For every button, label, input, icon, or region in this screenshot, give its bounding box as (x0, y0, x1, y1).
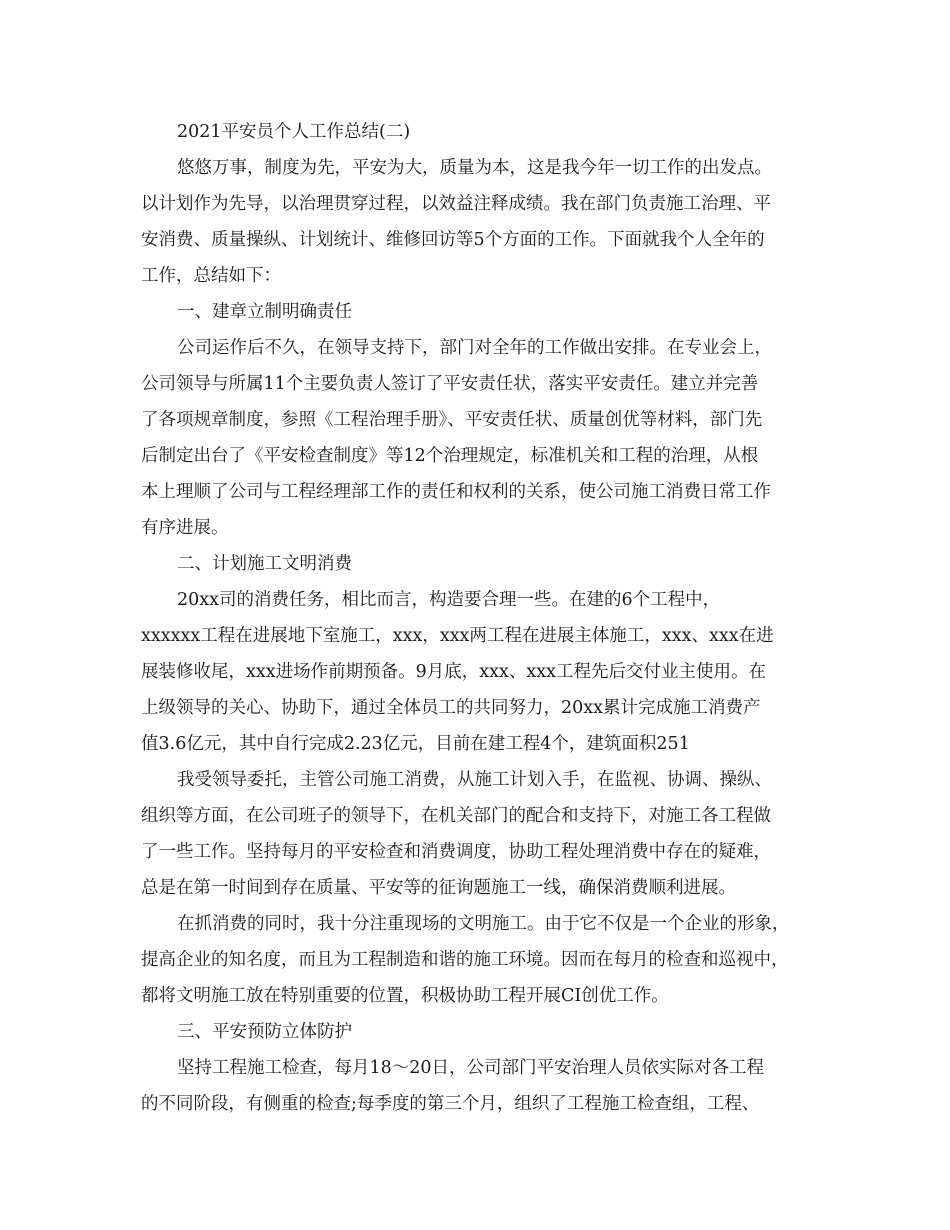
paragraph-line: 组织等方面，在公司班子的领导下，在机关部门的配合和支持下，对施工各工程做 (141, 806, 771, 826)
paragraph-line: 后制定出台了《平安检查制度》等12个治理规定，标准机关和工程的治理，从根 (141, 446, 759, 466)
paragraph-line: 公司运作后不久，在领导支持下，部门对全年的工作做出安排。在专业会上， (177, 338, 772, 358)
paragraph-line: 总是在第一时间到存在质量、平安等的征询题施工一线，确保消费顺利进展。 (141, 878, 736, 898)
paragraph-line: 值3.6亿元，其中自行完成2.23亿元，目前在建工程4个，建筑面积251 (141, 734, 690, 754)
section-heading: 一、建章立制明确责任 (177, 302, 352, 322)
paragraph-line: 都将文明施工放在特别重要的位置，积极协助工程开展CI创优工作。 (141, 986, 669, 1006)
paragraph-line: 在抓消费的同时，我十分注重现场的文明施工。由于它不仅是一个企业的形象， (177, 914, 790, 934)
paragraph-line: 了一些工作。坚持每月的平安检查和消费调度，协助工程处理消费中存在的疑难， (141, 842, 771, 862)
document-title: 2021平安员个人工作总结(二) (177, 122, 411, 142)
paragraph-line: 20xx司的消费任务，相比而言，构造要合理一些。在建的6个工程中， (177, 590, 721, 610)
paragraph-line: xxxxxx工程在进展地下室施工，xxx，xxx两工程在进展主体施工，xxx、xxx在进 (141, 626, 774, 646)
section-heading: 二、计划施工文明消费 (177, 554, 352, 574)
paragraph-line: 坚持工程施工检查，每月18～20日，公司部门平安治理人员依实际对各工程 (177, 1058, 765, 1078)
paragraph-line: 悠悠万事，制度为先，平安为大，质量为本，这是我今年一切工作的出发点。 (177, 158, 772, 178)
paragraph-line: 有序进展。 (141, 518, 229, 538)
paragraph-line: 上级领导的关心、协助下，通过全体员工的共同努力，20xx累计完成施工消费产 (141, 698, 761, 718)
paragraph-line: 安消费、质量操纵、计划统计、维修回访等5个方面的工作。下面就我个人全年的 (141, 230, 765, 250)
section-heading: 三、平安预防立体防护 (177, 1022, 352, 1042)
paragraph-line: 公司领导与所属11个主要负责人签订了平安责任状，落实平安责任。建立并完善 (141, 374, 759, 394)
paragraph-line: 的不同阶段，有侧重的检查;每季度的第三个月，组织了工程施工检查组，工程、 (141, 1094, 760, 1114)
paragraph-line: 我受领导委托，主管公司施工消费，从施工计划入手，在监视、协调、操纵、 (177, 770, 772, 790)
paragraph-line: 了各项规章制度，参照《工程治理手册》、平安责任状、质量创优等材料，部门先 (141, 410, 763, 430)
paragraph-line: 工作，总结如下： (141, 266, 281, 286)
paragraph-line: 以计划作为先导，以治理贯穿过程，以效益注释成绩。我在部门负责施工治理、平 (141, 194, 771, 214)
paragraph-line: 展装修收尾，xxx进场作前期预备。9月底，xxx、xxx工程先后交付业主使用。在 (141, 662, 766, 682)
paragraph-line: 提高企业的知名度，而且为工程制造和谐的施工环境。因而在每月的检查和巡视中， (141, 950, 789, 970)
paragraph-line: 本上理顺了公司与工程经理部工作的责任和权利的关系，使公司施工消费日常工作 (141, 482, 771, 502)
